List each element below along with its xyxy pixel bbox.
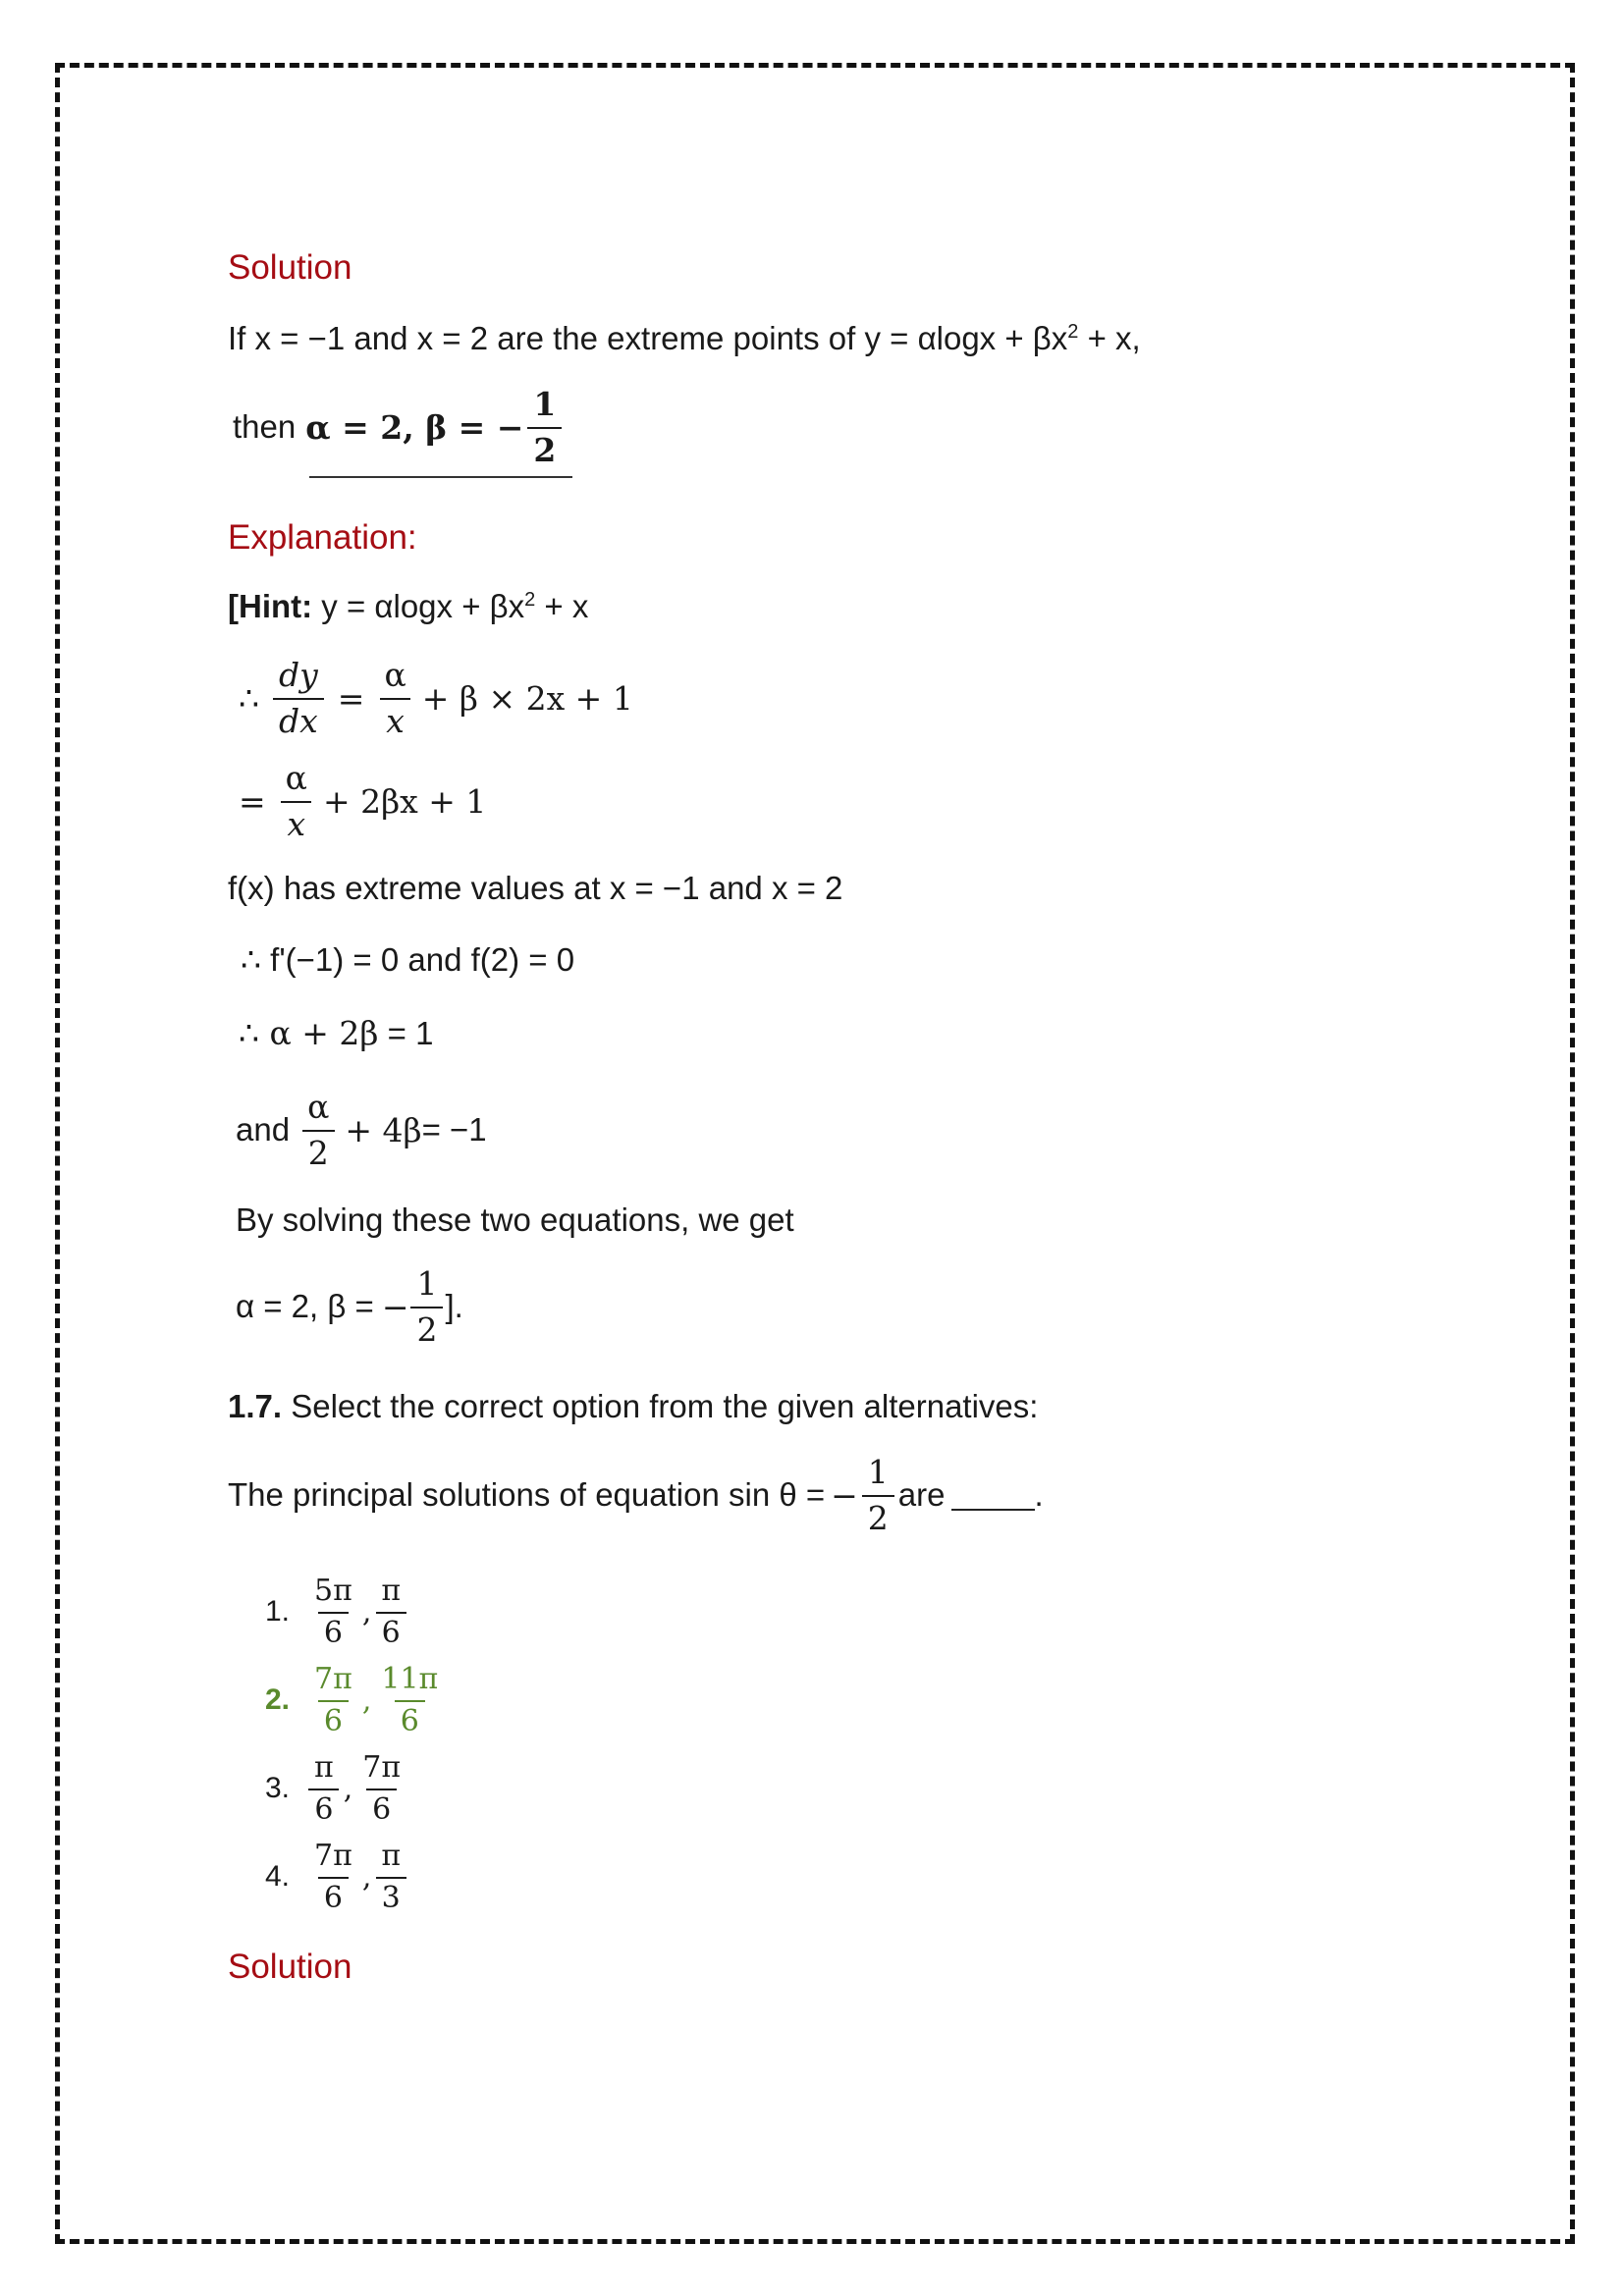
step2-x: x bbox=[281, 801, 311, 843]
solving-line: By solving these two equations, we get bbox=[236, 1201, 794, 1238]
q7-stem-num: 1 bbox=[867, 1453, 889, 1491]
option-sep: , bbox=[361, 1594, 372, 1629]
step1-therefore: ∴ bbox=[239, 678, 259, 718]
step2-alpha-over-x bbox=[280, 759, 313, 843]
answer-blank bbox=[951, 1479, 1035, 1511]
option-sep: , bbox=[361, 1859, 372, 1895]
step1-dx: dx bbox=[273, 698, 324, 740]
option-frac-b-num: π bbox=[381, 1574, 402, 1608]
option-frac-a bbox=[308, 1750, 340, 1827]
step2-eq: = bbox=[239, 781, 266, 821]
option-frac-b-den: 6 bbox=[366, 1789, 397, 1827]
option-frac-b-num: π bbox=[381, 1839, 402, 1873]
option-frac-a bbox=[308, 1839, 358, 1915]
option-frac-b bbox=[375, 1662, 444, 1738]
derivative-zero-line: ∴ f'(−1) = 0 and f(2) = 0 bbox=[241, 941, 575, 978]
option-frac-a-den: 6 bbox=[318, 1877, 349, 1915]
option-sep: , bbox=[361, 1682, 372, 1718]
q6-intro bbox=[228, 320, 1141, 357]
equation-two-and: and bbox=[236, 1111, 291, 1148]
hint-label: [Hint: bbox=[228, 588, 313, 624]
result-minus: − bbox=[381, 1287, 409, 1326]
solution-heading: Solution bbox=[228, 248, 352, 287]
q7-stem-fraction bbox=[862, 1453, 894, 1537]
q6-answer-fraction bbox=[527, 385, 562, 469]
option-frac-b-den: 6 bbox=[376, 1612, 406, 1650]
step1-derivative bbox=[239, 656, 633, 740]
equation-two-num: α bbox=[307, 1088, 330, 1126]
step1-rest: + β × 2x + 1 bbox=[421, 678, 633, 718]
equation-one bbox=[239, 1014, 433, 1052]
q6-answer-underline bbox=[309, 476, 572, 478]
result-head: α = 2, β = bbox=[236, 1288, 374, 1324]
option-frac-a-num: 5π bbox=[314, 1574, 352, 1608]
step1-dy: dy bbox=[279, 656, 318, 694]
q7-number: 1.7. bbox=[228, 1388, 283, 1424]
q6-answer-lhs: α = 2, β = − bbox=[305, 407, 524, 447]
step1-dydx bbox=[273, 656, 324, 740]
option-frac-a-num: 7π bbox=[314, 1839, 352, 1873]
q7-heading bbox=[228, 1388, 1038, 1425]
q7-stem-head: The principal solutions of equation sin θ = bbox=[228, 1476, 826, 1513]
option-sep: , bbox=[343, 1771, 353, 1806]
q6-answer-num: 1 bbox=[533, 385, 557, 423]
equation-one-tail: = 1 bbox=[378, 1015, 434, 1051]
hint-text: y = αlogx + βx bbox=[312, 588, 525, 624]
step1-eq: = bbox=[337, 678, 365, 718]
option-frac-b-num: 11π bbox=[381, 1662, 439, 1696]
q6-answer-den: 2 bbox=[527, 427, 562, 469]
step1-x: x bbox=[380, 698, 410, 740]
q6-intro-sup: 2 bbox=[1067, 321, 1079, 343]
option-frac-a-num: 7π bbox=[314, 1662, 352, 1696]
option-4[interactable] bbox=[265, 1839, 410, 1915]
equation-one-math: ∴ α + 2β bbox=[239, 1014, 379, 1052]
option-2-correct[interactable] bbox=[265, 1662, 448, 1738]
q6-intro-tail: + x, bbox=[1078, 320, 1141, 356]
equation-two-tail: = −1 bbox=[421, 1111, 487, 1148]
q7-stem-minus: − bbox=[831, 1475, 858, 1515]
option-frac-a bbox=[308, 1574, 358, 1650]
q6-then: then bbox=[233, 408, 297, 445]
q7-stem bbox=[228, 1453, 1044, 1537]
option-frac-b-den: 6 bbox=[395, 1700, 425, 1738]
q6-answer bbox=[233, 385, 566, 469]
equation-two-math: + 4β bbox=[345, 1110, 422, 1149]
option-frac-b bbox=[375, 1839, 406, 1915]
option-frac-a bbox=[308, 1662, 358, 1738]
option-number: 1. bbox=[265, 1595, 291, 1628]
explanation-heading: Explanation: bbox=[228, 518, 417, 557]
step2-alpha: α bbox=[285, 759, 307, 797]
option-number: 4. bbox=[265, 1860, 291, 1893]
option-1[interactable] bbox=[265, 1574, 410, 1650]
extreme-values-line: f(x) has extreme values at x = −1 and x = 2 bbox=[228, 870, 843, 906]
q6-intro-text: If x = −1 and x = 2 are the extreme points of y = αlogx + βx bbox=[228, 320, 1068, 356]
option-frac-a-den: 6 bbox=[308, 1789, 339, 1827]
result-fraction bbox=[410, 1264, 443, 1349]
option-frac-a-den: 6 bbox=[318, 1700, 349, 1738]
result-tail: ]. bbox=[445, 1288, 463, 1324]
option-frac-a-num: π bbox=[314, 1750, 334, 1785]
equation-two-den: 2 bbox=[302, 1130, 335, 1172]
option-frac-b bbox=[356, 1750, 406, 1827]
hint-line bbox=[228, 588, 588, 625]
result-num: 1 bbox=[416, 1264, 438, 1303]
option-frac-b-den: 3 bbox=[376, 1877, 406, 1915]
step1-alpha: α bbox=[384, 656, 406, 694]
solution-heading-2: Solution bbox=[228, 1948, 352, 1986]
q7-instruction: Select the correct option from the given alternatives: bbox=[282, 1388, 1039, 1424]
step2-rest: + 2βx + 1 bbox=[322, 781, 487, 821]
q7-stem-end: . bbox=[1034, 1476, 1044, 1513]
step2-expression bbox=[239, 759, 486, 843]
option-frac-a-den: 6 bbox=[318, 1612, 349, 1650]
hint-tail: + x bbox=[535, 588, 589, 624]
hint-sup: 2 bbox=[524, 589, 536, 611]
q7-stem-den: 2 bbox=[862, 1495, 894, 1537]
option-frac-b-num: 7π bbox=[362, 1750, 402, 1785]
option-number: 2. bbox=[265, 1683, 291, 1716]
step1-alpha-over-x bbox=[378, 656, 411, 740]
option-3[interactable] bbox=[265, 1750, 410, 1827]
equation-two-fraction bbox=[301, 1088, 335, 1172]
result-line bbox=[236, 1264, 463, 1349]
q7-stem-tail: are bbox=[897, 1476, 946, 1513]
result-den: 2 bbox=[410, 1307, 443, 1349]
option-number: 3. bbox=[265, 1772, 291, 1804]
equation-two bbox=[236, 1088, 487, 1172]
option-frac-b bbox=[375, 1574, 406, 1650]
